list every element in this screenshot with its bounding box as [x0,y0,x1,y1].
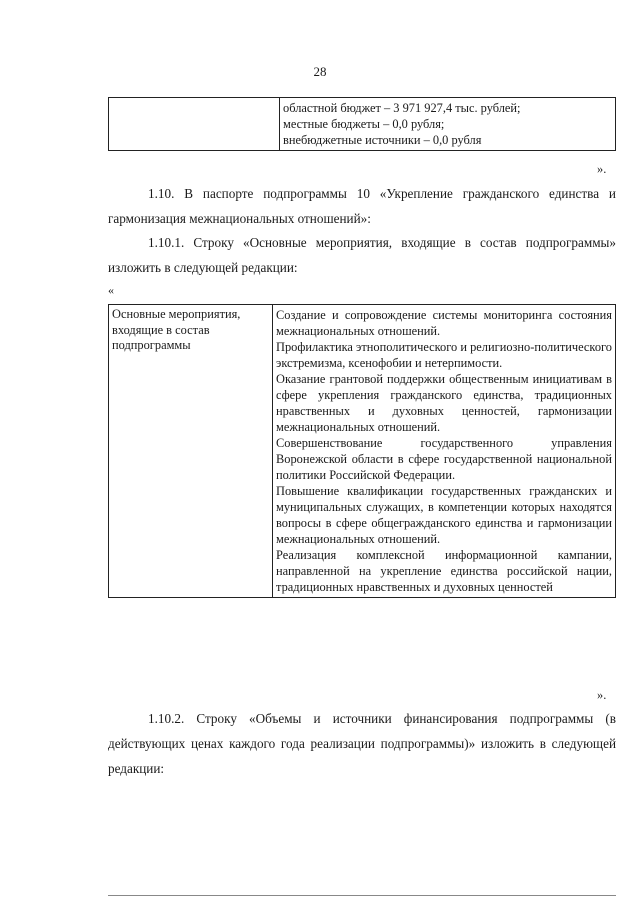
paragraph-1-10-1: 1.10.1. Строку «Основные мероприятия, входящие в состав подпрограммы» изложить в следующей редакции: [108,235,616,275]
closing-quote: ». [597,162,607,176]
activity-item: Оказание грантовой поддержки общественным инициативам в сфере укрепления гражданского единства, традиционных нравственных и духовных ценностей, гармонизации межнациональных отношений. [276,372,612,434]
page-bottom-rule [108,895,616,896]
funding-table-right-cell [280,98,616,151]
paragraph-1-10-2: 1.10.2. Строку «Объемы и источники финансирования подпрограммы (в действующих ценах каждого года реализации подпрограммы)» изложить в следующей редакции: [108,711,616,776]
funding-line: внебюджетные источники – 0,0 рубля [283,133,482,147]
main-activities-label-cell [109,305,273,598]
main-activities-list-cell [273,305,616,598]
funding-table-left-cell [109,98,280,151]
funding-line: местные бюджеты – 0,0 рубля; [283,117,445,131]
paragraph-1-10: 1.10. В паспорте подпрограммы 10 «Укрепление гражданского единства и гармонизация межнациональных отношений»: [108,186,616,226]
main-activities-table [108,304,616,598]
page-number: 28 [313,64,327,79]
activity-item: Совершенствование государственного управления Воронежской области в сфере государственной национальной политики Российской Федерации. [276,436,612,482]
activity-item: Реализация комплексной информационной кампании, направленной на укрепление единства российской нации, традиционных нравственных и духовных ценностей [276,548,612,594]
funding-line: областной бюджет – 3 971 927,4 тыс. рублей; [283,101,521,115]
activity-item: Профилактика этнополитического и религиозно-политического экстремизма, ксенофобии и нетерпимости. [276,340,612,370]
label-line: входящие в состав [112,322,210,337]
label-line: подпрограммы [112,338,191,352]
activity-item: Повышение квалификации государственных гражданских и муниципальных служащих, в компетенции которых находятся вопросы в сфере общегражданского единства и гармонизации межнациональных отношений. [276,484,612,546]
closing-quote: ». [597,688,607,702]
activity-item: Создание и сопровождение системы мониторинга состояния межнациональных отношений. [276,308,612,338]
label-line: Основные мероприятия, [112,307,241,321]
funding-table-fragment [108,97,616,151]
opening-quote: « [108,283,114,297]
